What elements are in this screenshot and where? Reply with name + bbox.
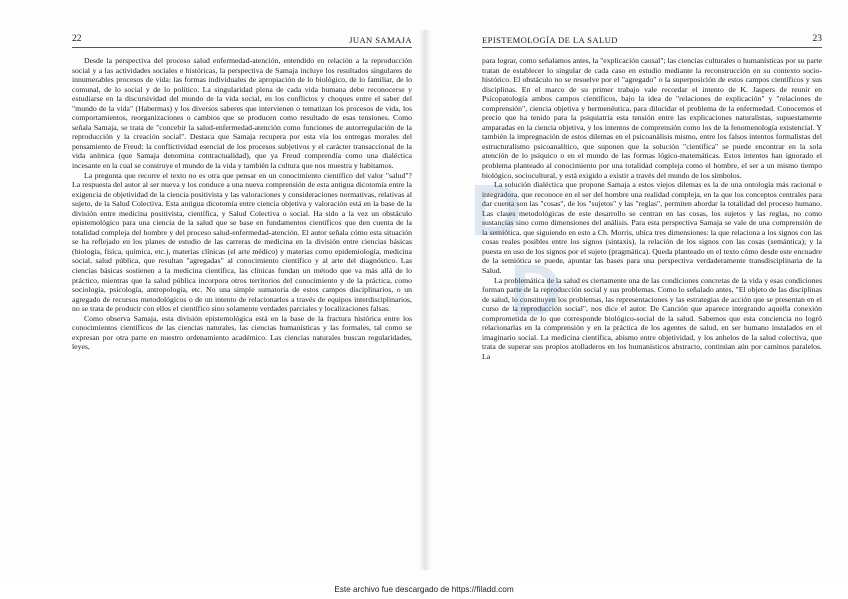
- right-page: [482, 34, 822, 574]
- right-running-head: [482, 34, 822, 48]
- left-body-text: [72, 56, 412, 352]
- left-running-title: JUAN SAMAJA: [349, 35, 412, 45]
- left-paragraph: Desde la perspectiva del proceso salud enfermedad-atención, entendido en relación a la reproducción social y a las actividades sociales e históricas, la perspectiva de Samaja incluye los resultados singulares de innumerables procesos de vida: las formas individuales de apropiación de lo biológico, de lo familiar, de lo comunal, de lo social y de lo político. La singularidad plena de cada vida humana debe reconocerse y estudiarse en la discursividad del mundo de la vida social, en los conflictos y choques entre el saber del "mundo de la vida" (Habermas) y los diversos saberes que intervienen o tematizan los procesos de vida, los comportamientos, reorganizaciones o cambios que se producen como resultado de esas tensiones. Como señala Samaja, se trata de "concebir la salud-enfermedad-atención como funciones de autorregulación de la reproducción y la creación social". Destaca que Samaja recupera por esta vía los entregas morales del pensamiento de Freud: la conflictividad esencial de los procesos subjetivos y el carácter transaccional de la vida anímica (que Samaja denomina contractualidad), que ya Freud comprendía como una dialéctica incesante en la cual se construye el mundo de la vida y también la cultura que nos muestra y habitamos.: [72, 56, 412, 171]
- watermark-letter: D: [510, 251, 562, 331]
- left-page-number: 22: [72, 34, 82, 44]
- left-page: [72, 34, 412, 574]
- page-gutter-shadow: [419, 30, 431, 570]
- right-paragraph: La problemática de la salud es ciertamente una de las condiciones concretas de la vida y esas condiciones forman parte de la reproducción social y sus problemas. Como lo señalado antes, "El objeto de las disciplinas de salud, lo constituyen los problemas, las representaciones y las estrategias de acción que se presentan en el curso de la reproducción social", nos dice el autor. De Canción que aparece integrando aquella conexión comprometida de lo que corresponde biológico-social de la salud. Sabemos que esta conciencia no logró relacionarlas en la comprensión y en la práctica de los agentes de salud, en ser humano instalados en el imaginario social. La medicina científica, abismo entre objetividad, y los anhelos de la salud colectiva, que trata de superar sus propios atolladeros en los humanísticos abstracto, continúan aún por caminos paralelos. La: [482, 275, 822, 361]
- right-running-title: EPISTEMOLOGÍA DE LA SALUD: [482, 35, 618, 45]
- right-paragraph: para lograr, como señalamos antes, la "explicación causal"; las ciencias culturales o humanísticas por su parte tratan de establecer lo singular de cada caso en estudio mediante la reconstrucción en su contexto socio-histórico. El obstáculo no se resuelve por el "agregado" o la superposición de estos campos científicos y sus disciplinas. En el marco de su primer trabajo vale recordar el intento de K. Jaspers de reunir en Psicopatología ambos campos científicos, bajo la idea de "relaciones de explicación" y "relaciones de comprensión", ciencia objetiva y hermenéutica, para dilucidar el problema de la enfermedad. Conocemos el precio que ha tenido para la psiquiatría esta tensión entre las explicaciones naturalistas, supuestamente amparadas en la ciencia objetiva, y los intentos de comprensión como los de la fenomenología existencial. Y también la impregnación de estos dilemas en el psicoanálisis mismo, entre los falsos intentos formalistas del estructuralismo psicoanalítico, que suponen que la solución "científica" se puede encontrar en la sola atención de lo psíquico o en el mundo de las formas lógico-matemáticas. Estos intentos han ignorado el problema planteado al conocimiento por una totalidad compleja como el hombre, el ser a un mismo tiempo biológico, sociocultural, y está exigido a existir a través del mundo de los símbolos.: [482, 56, 822, 180]
- watermark-letter: D: [470, 171, 522, 251]
- left-paragraph: Como observa Samaja, esta división epistemológica está en la base de la fractura histórica entre los conocimientos científicos de las ciencias naturales, las ciencias humanísticas y las formales, tal como se expresan por otra parte en nuestro ordenamiento académico. Las ciencias naturales buscan regularidades, leyes,: [72, 313, 412, 352]
- right-paragraph: La solución dialéctica que propone Samaja a estos viejos dilemas es la de una ontología más racional e integradora, que reconoce en el ser del hombre una realidad compleja, en la que los conceptos centrales para dar cuenta son las "cosas", de los "sujetos" y las "reglas", permiten abordar la totalidad del proceso humano. Las clases metodológicas de este desarrollo se centran en las cosas, los sujetos y las reglas, no como sustancias sino como dimensiones del análisis. Para esta perspectiva Samaja se vale de una comprensión de la semiótica, que siguiendo en esto a Ch. Morris, ubica tres dimensiones: la que relaciona a los signos con las cosas reales posibles entre los signos (sintaxis), la relación de los signos con las cosas (semántica); y la puesta en uso de los signos por el sujeto (pragmática). Queda planteado en el texto cómo desde este encuadre de la semiótica se puede, apuntar las bases para una perspectiva verdaderamente transdisciplinaria de la Salud.: [482, 180, 822, 276]
- right-page-number: 23: [812, 34, 822, 44]
- left-paragraph: La pregunta que recorre el texto no es otra que pensar en un conocimiento científico del valor "salud"? La respuesta del autor al ser nueva y los conduce a una nueva comprensión de esta antigua dicotomía entre la exigencia de objetividad de la ciencia positivista y las valoraciones y consideraciones normativas, relativas al sujeto, de la Salud Colectiva. Esta antigua dicotomía entre ciencia objetiva y valoración está en la base de la división entre medicina positivista, científica, y Salud Colectiva o social. Ha sido a la vez un obstáculo epistemológico para una ciencia de la salud que se base en fundamentos científicos que den cuenta de la totalidad compleja del hombre y del proceso salud-enfermedad-atención. El autor señala cómo esta situación se ha reflejado en los planes de estudio de las carreras de medicina en la división entre ciencias básicas (biología, física, química, etc.), materias clínicas (el arte médico) y materias como epidemiología, medicina social, salud pública, que resultan "agregadas" al conocimiento científico y al arte del diagnóstico. Las ciencias básicas sostienen a la medicina científica, las clínicas fundan un método que va más allá de lo práctico, mientras que la salud pública incorpora otros territorios del conocimiento y de la práctica, como sociología, psicología, antropología, etc. No una simple sumatoria de estos campos disciplinarios, o un agregado de recursos metodológicos o de un intento de relacionarlos a través de equipos interdisciplinarios, no se trata de producir con ellos el científico sino solamente verdades parciales y localizaciones falsas.: [72, 170, 412, 314]
- left-running-head: [72, 34, 412, 48]
- right-body-text: [482, 56, 822, 362]
- download-footer: Este archivo fue descargado de https://filadd.com: [334, 585, 514, 594]
